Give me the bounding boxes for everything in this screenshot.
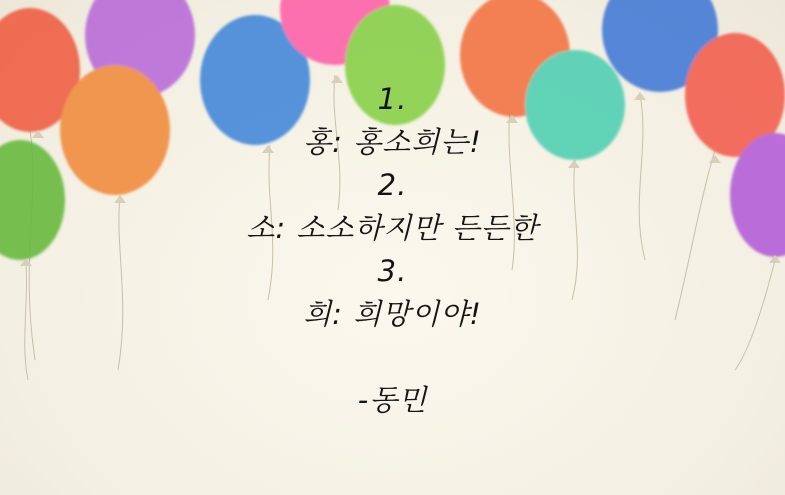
poem-line-5: 3. <box>377 254 408 288</box>
signature: -동민 <box>357 383 428 417</box>
poem <box>0 78 785 422</box>
poem-gap <box>0 336 785 379</box>
poem-line-3: 2. <box>377 168 408 202</box>
poem-line-6: 희: 희망이야! <box>303 297 482 331</box>
poem-line-2: 홍: 홍소희는! <box>303 125 482 159</box>
poem-line-1: 1. <box>377 82 408 116</box>
poem-line-4: 소: 소소하지만 든든한 <box>246 211 539 245</box>
